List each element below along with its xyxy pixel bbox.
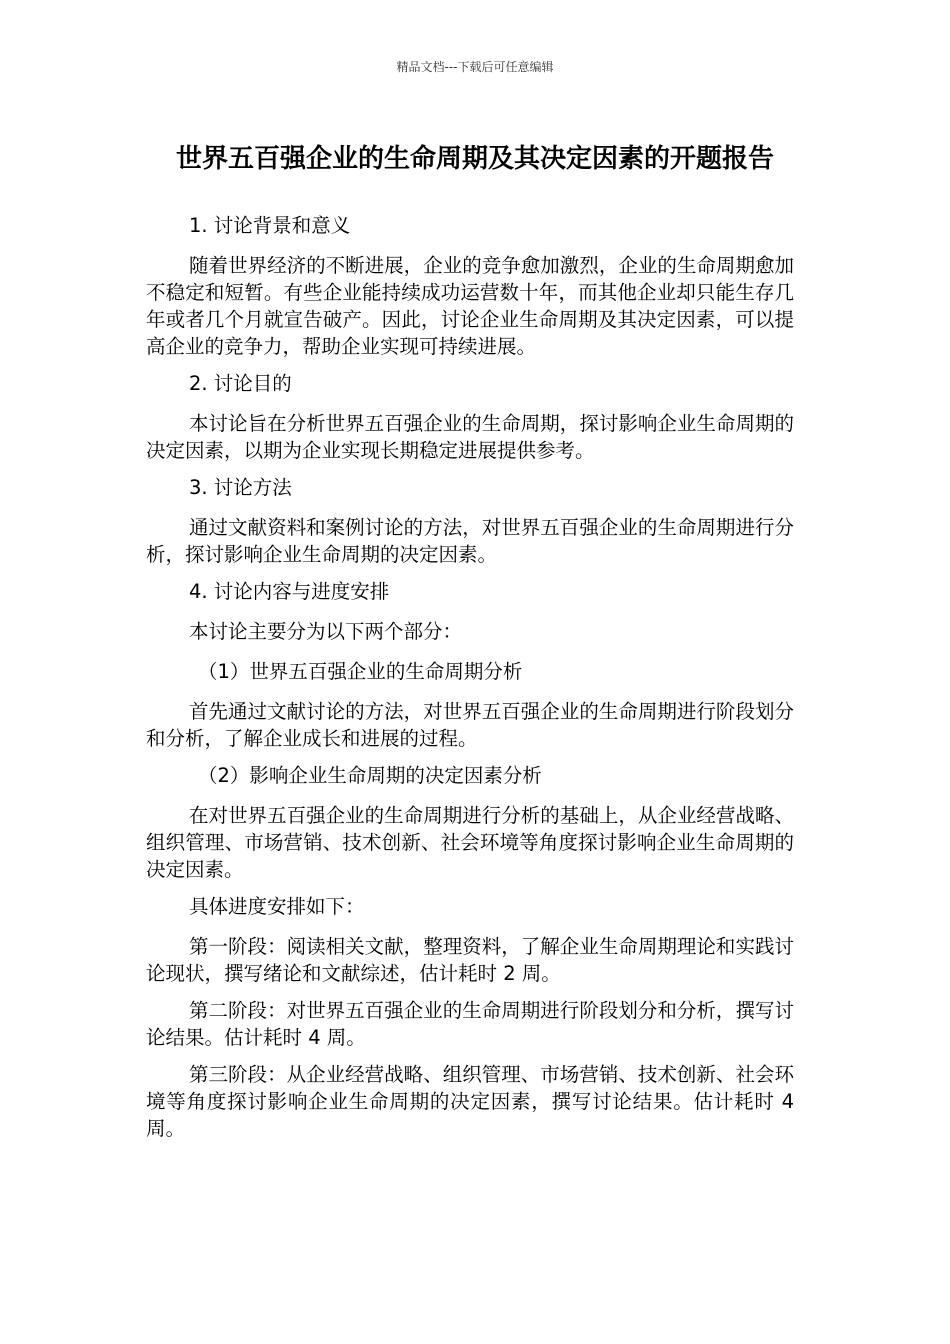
paragraph-stage-3: 第三阶段：从企业经营战略、组织管理、市场营销、技术创新、社会环境等角度探讨影响企业生命周期的决定因素，撰写讨论结果。估计耗时 4 周。 — [146, 1063, 794, 1140]
paragraph-stage-1: 第一阶段：阅读相关文献，整理资料，了解企业生命周期理论和实践讨论现状，撰写绪论和文献综述，估计耗时 2 周。 — [146, 935, 794, 985]
subheading-lifecycle-analysis: （1）世界五百强企业的生命周期分析 — [198, 660, 523, 683]
paragraph-content-intro: 本讨论主要分为以下两个部分： — [189, 620, 463, 643]
section-heading-background: 1. 讨论背景和意义 — [189, 214, 351, 237]
section-heading-purpose: 2. 讨论目的 — [189, 372, 292, 395]
page-title: 世界五百强企业的生命周期及其决定因素的开题报告 — [175, 144, 774, 174]
section-heading-content-schedule: 4. 讨论内容与进度安排 — [189, 580, 390, 603]
header-note: 精品文档---下载后可任意编辑 — [396, 60, 554, 74]
paragraph-method: 通过文献资料和案例讨论的方法，对世界五百强企业的生命周期进行分析，探讨影响企业生命周期的决定因素。 — [146, 516, 794, 566]
subheading-determinants-analysis: （2）影响企业生命周期的决定因素分析 — [198, 764, 542, 787]
paragraph-stage-2: 第二阶段：对世界五百强企业的生命周期进行阶段划分和分析，撰写讨论结果。估计耗时 4 周。 — [146, 999, 794, 1049]
section-heading-method: 3. 讨论方法 — [189, 476, 292, 499]
paragraph-lifecycle-analysis: 首先通过文献讨论的方法，对世界五百强企业的生命周期进行阶段划分和分析，了解企业成长和进展的过程。 — [146, 700, 794, 750]
paragraph-schedule-intro: 具体进度安排如下： — [189, 895, 365, 918]
paragraph-determinants-analysis: 在对世界五百强企业的生命周期进行分析的基础上，从企业经营战略、组织管理、市场营销、技术创新、社会环境等角度探讨影响企业生命周期的决定因素。 — [146, 804, 794, 881]
document-body — [146, 212, 794, 1152]
paragraph-background: 随着世界经济的不断进展，企业的竞争愈加激烈，企业的生命周期愈加不稳定和短暂。有些企业能持续成功运营数十年，而其他企业却只能生存几年或者几个月就宣告破产。因此，讨论企业生命周期及其决定因素，可以提高企业的竞争力，帮助企业实现可持续进展。 — [146, 254, 794, 358]
paragraph-purpose: 本讨论旨在分析世界五百强企业的生命周期，探讨影响企业生命周期的决定因素，以期为企业实现长期稳定进展提供参考。 — [146, 412, 794, 462]
